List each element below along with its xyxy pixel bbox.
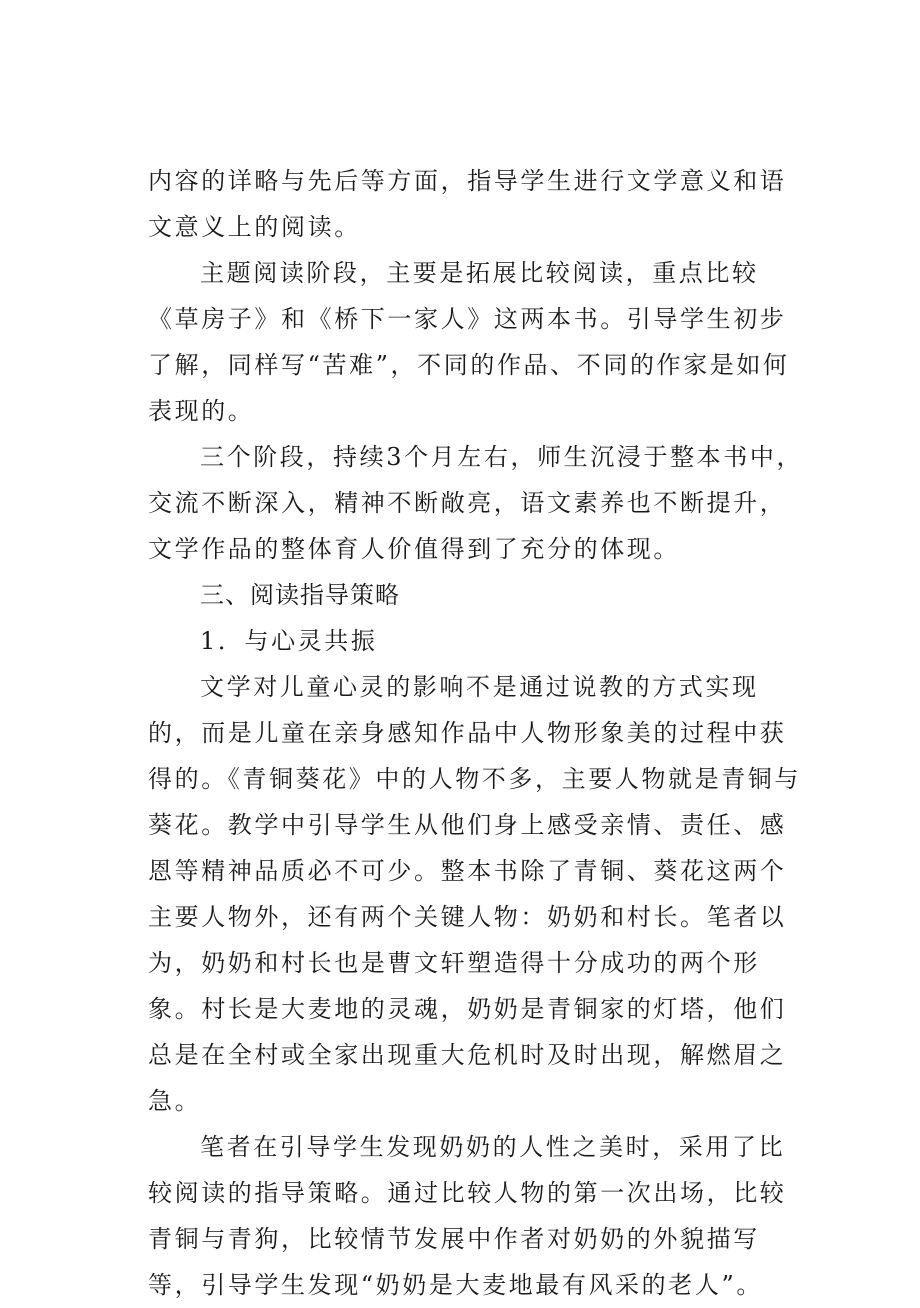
section-heading: 三、阅读指导策略	[200, 581, 400, 609]
paragraph-theme-reading: 主题阅读阶段，主要是拓展比较阅读，重点比较《草房子》和《桥下一家人》这两本书。引导学生初步了解，同样写“苦难”，不同的作品、不同的作家是如何表现的。	[148, 259, 790, 425]
document-body	[148, 158, 808, 1308]
paragraph-grandma: 笔者在引导学生发现奶奶的人性之美时，采用了比较阅读的指导策略。通过比较人物的第一次出场，比较青铜与青狗，比较情节发展中作者对奶奶的外貌描写等，引导学生发现“奶奶是大麦地最有风采的老人”。	[148, 1133, 787, 1299]
paragraph-resonance: 文学对儿童心灵的影响不是通过说教的方式实现的，而是儿童在亲身感知作品中人物形象美的过程中获得的。《青铜葵花》中的人物不多，主要人物就是青铜与葵花。教学中引导学生从他们身上感受亲情、责任、感恩等精神品质必不可少。整本书除了青铜、葵花这两个主要人物外，还有两个关键人物：奶奶和村长。笔者以为，奶奶和村长也是曹文轩塑造得十分成功的两个形象。村长是大麦地的灵魂，奶奶是青铜家的灯塔，他们总是在全村或全家出现重大危机时及时出现，解燃眉之急。	[148, 673, 801, 1115]
paragraph-three-stages: 三个阶段，持续3个月左右，师生沉浸于整本书中，交流不断深入，精神不断敞亮，语文素养也不断提升，文学作品的整体育人价值得到了充分的体现。	[148, 443, 804, 563]
paragraph-continuation: 内容的详略与先后等方面，指导学生进行文学意义和语文意义上的阅读。	[148, 167, 787, 241]
subheading: 1．与心灵共振	[200, 627, 378, 655]
